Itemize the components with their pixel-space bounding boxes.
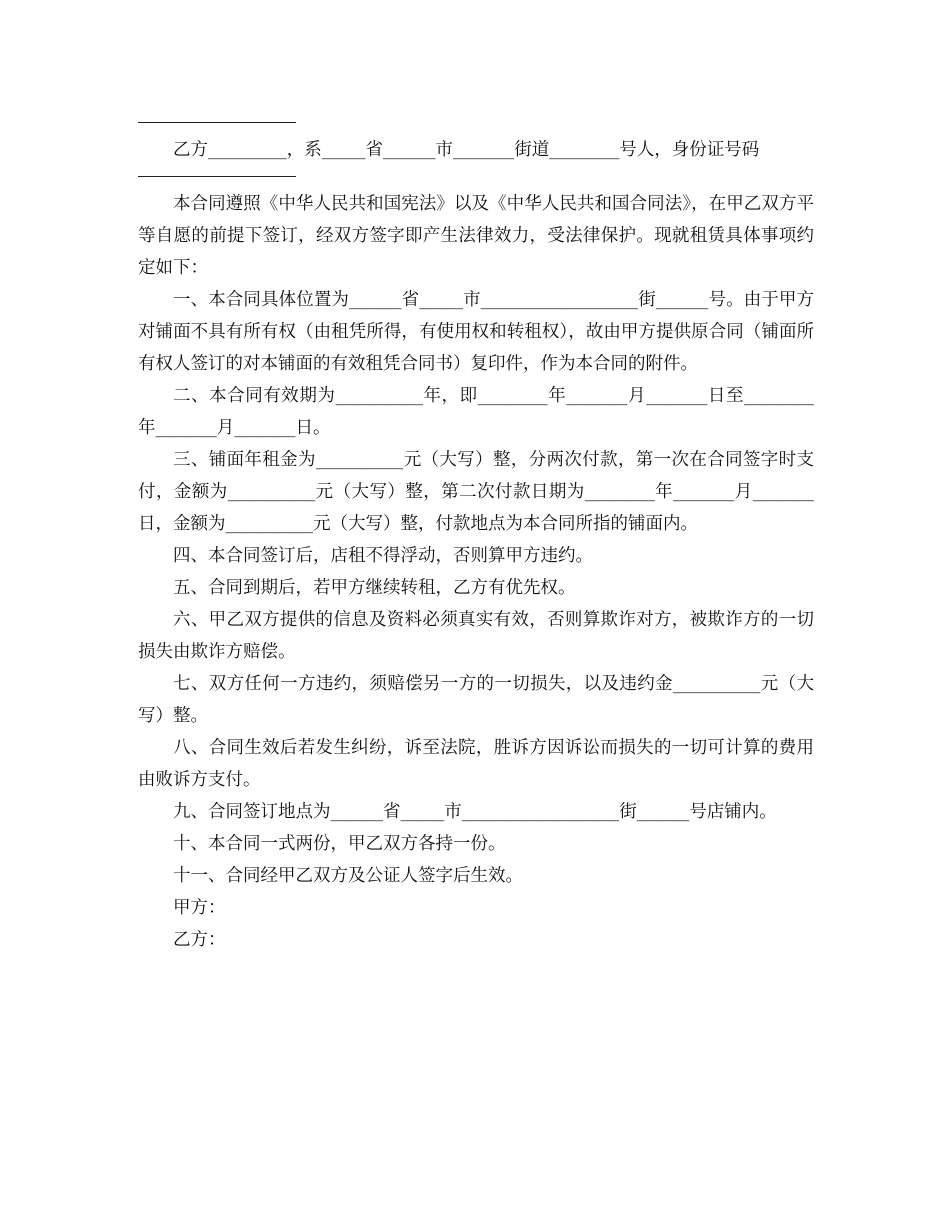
party-a-signature-label: 甲方： xyxy=(173,898,226,918)
clause-4: 四、本合同签订后，店租不得浮动，否则算甲方违约。 xyxy=(173,546,593,566)
clause-6: 六、甲乙双方提供的信息及资料必须真实有效，否则算欺诈对方，被欺诈方的一切损失由欺诈方赔偿。 xyxy=(138,610,814,662)
clause-2: 二、本合同有效期为__________年，即________年_______月_______日至________年_______月_______日。 xyxy=(138,386,814,438)
id-number-rule xyxy=(138,176,296,177)
signature-rule-top xyxy=(138,122,296,123)
party-b-signature-label: 乙方： xyxy=(173,930,226,950)
clause-9: 九、合同签订地点为______省_____市__________________街______号店铺内。 xyxy=(173,802,777,822)
clause-10: 十、本合同一式两份，甲乙双方各持一份。 xyxy=(173,834,506,854)
clause-1: 一、本合同具体位置为______省_____市__________________街______号。由于甲方对铺面不具有所有权（由租凭所得，有使用权和转租权），故由甲方提供原合同（铺面所有权人签订的对本铺面的有效租凭合同书）复印件，作为本合同的附件。 xyxy=(138,290,814,374)
clause-11: 十一、合同经甲乙双方及公证人签字后生效。 xyxy=(173,866,523,886)
clause-3: 三、铺面年租金为__________元（大写）整，分两次付款，第一次在合同签字时支付，金额为__________元（大写）整，第二次付款日期为________年_______月_______日，金额为__________元（大写）整，付款地点为本合同所指的铺面内。 xyxy=(138,450,814,534)
party-b-info: 乙方_________，系_____省______市_______街道________号人，身份证号码 xyxy=(173,140,760,160)
clause-7: 七、双方任何一方违约，须赔偿另一方的一切损失，以及违约金__________元（大写）整。 xyxy=(138,674,814,726)
contract-body xyxy=(138,122,814,956)
clause-5: 五、合同到期后，若甲方继续转租，乙方有优先权。 xyxy=(173,578,576,598)
clause-8: 八、合同生效后若发生纠纷，诉至法院，胜诉方因诉讼而损失的一切可计算的费用由败诉方支付。 xyxy=(138,738,814,790)
contract-preamble: 本合同遵照《中华人民共和国宪法》以及《中华人民共和国合同法》，在甲乙双方平等自愿的前提下签订，经双方签字即产生法律效力，受法律保护。现就租赁具体事项约定如下： xyxy=(138,194,814,278)
